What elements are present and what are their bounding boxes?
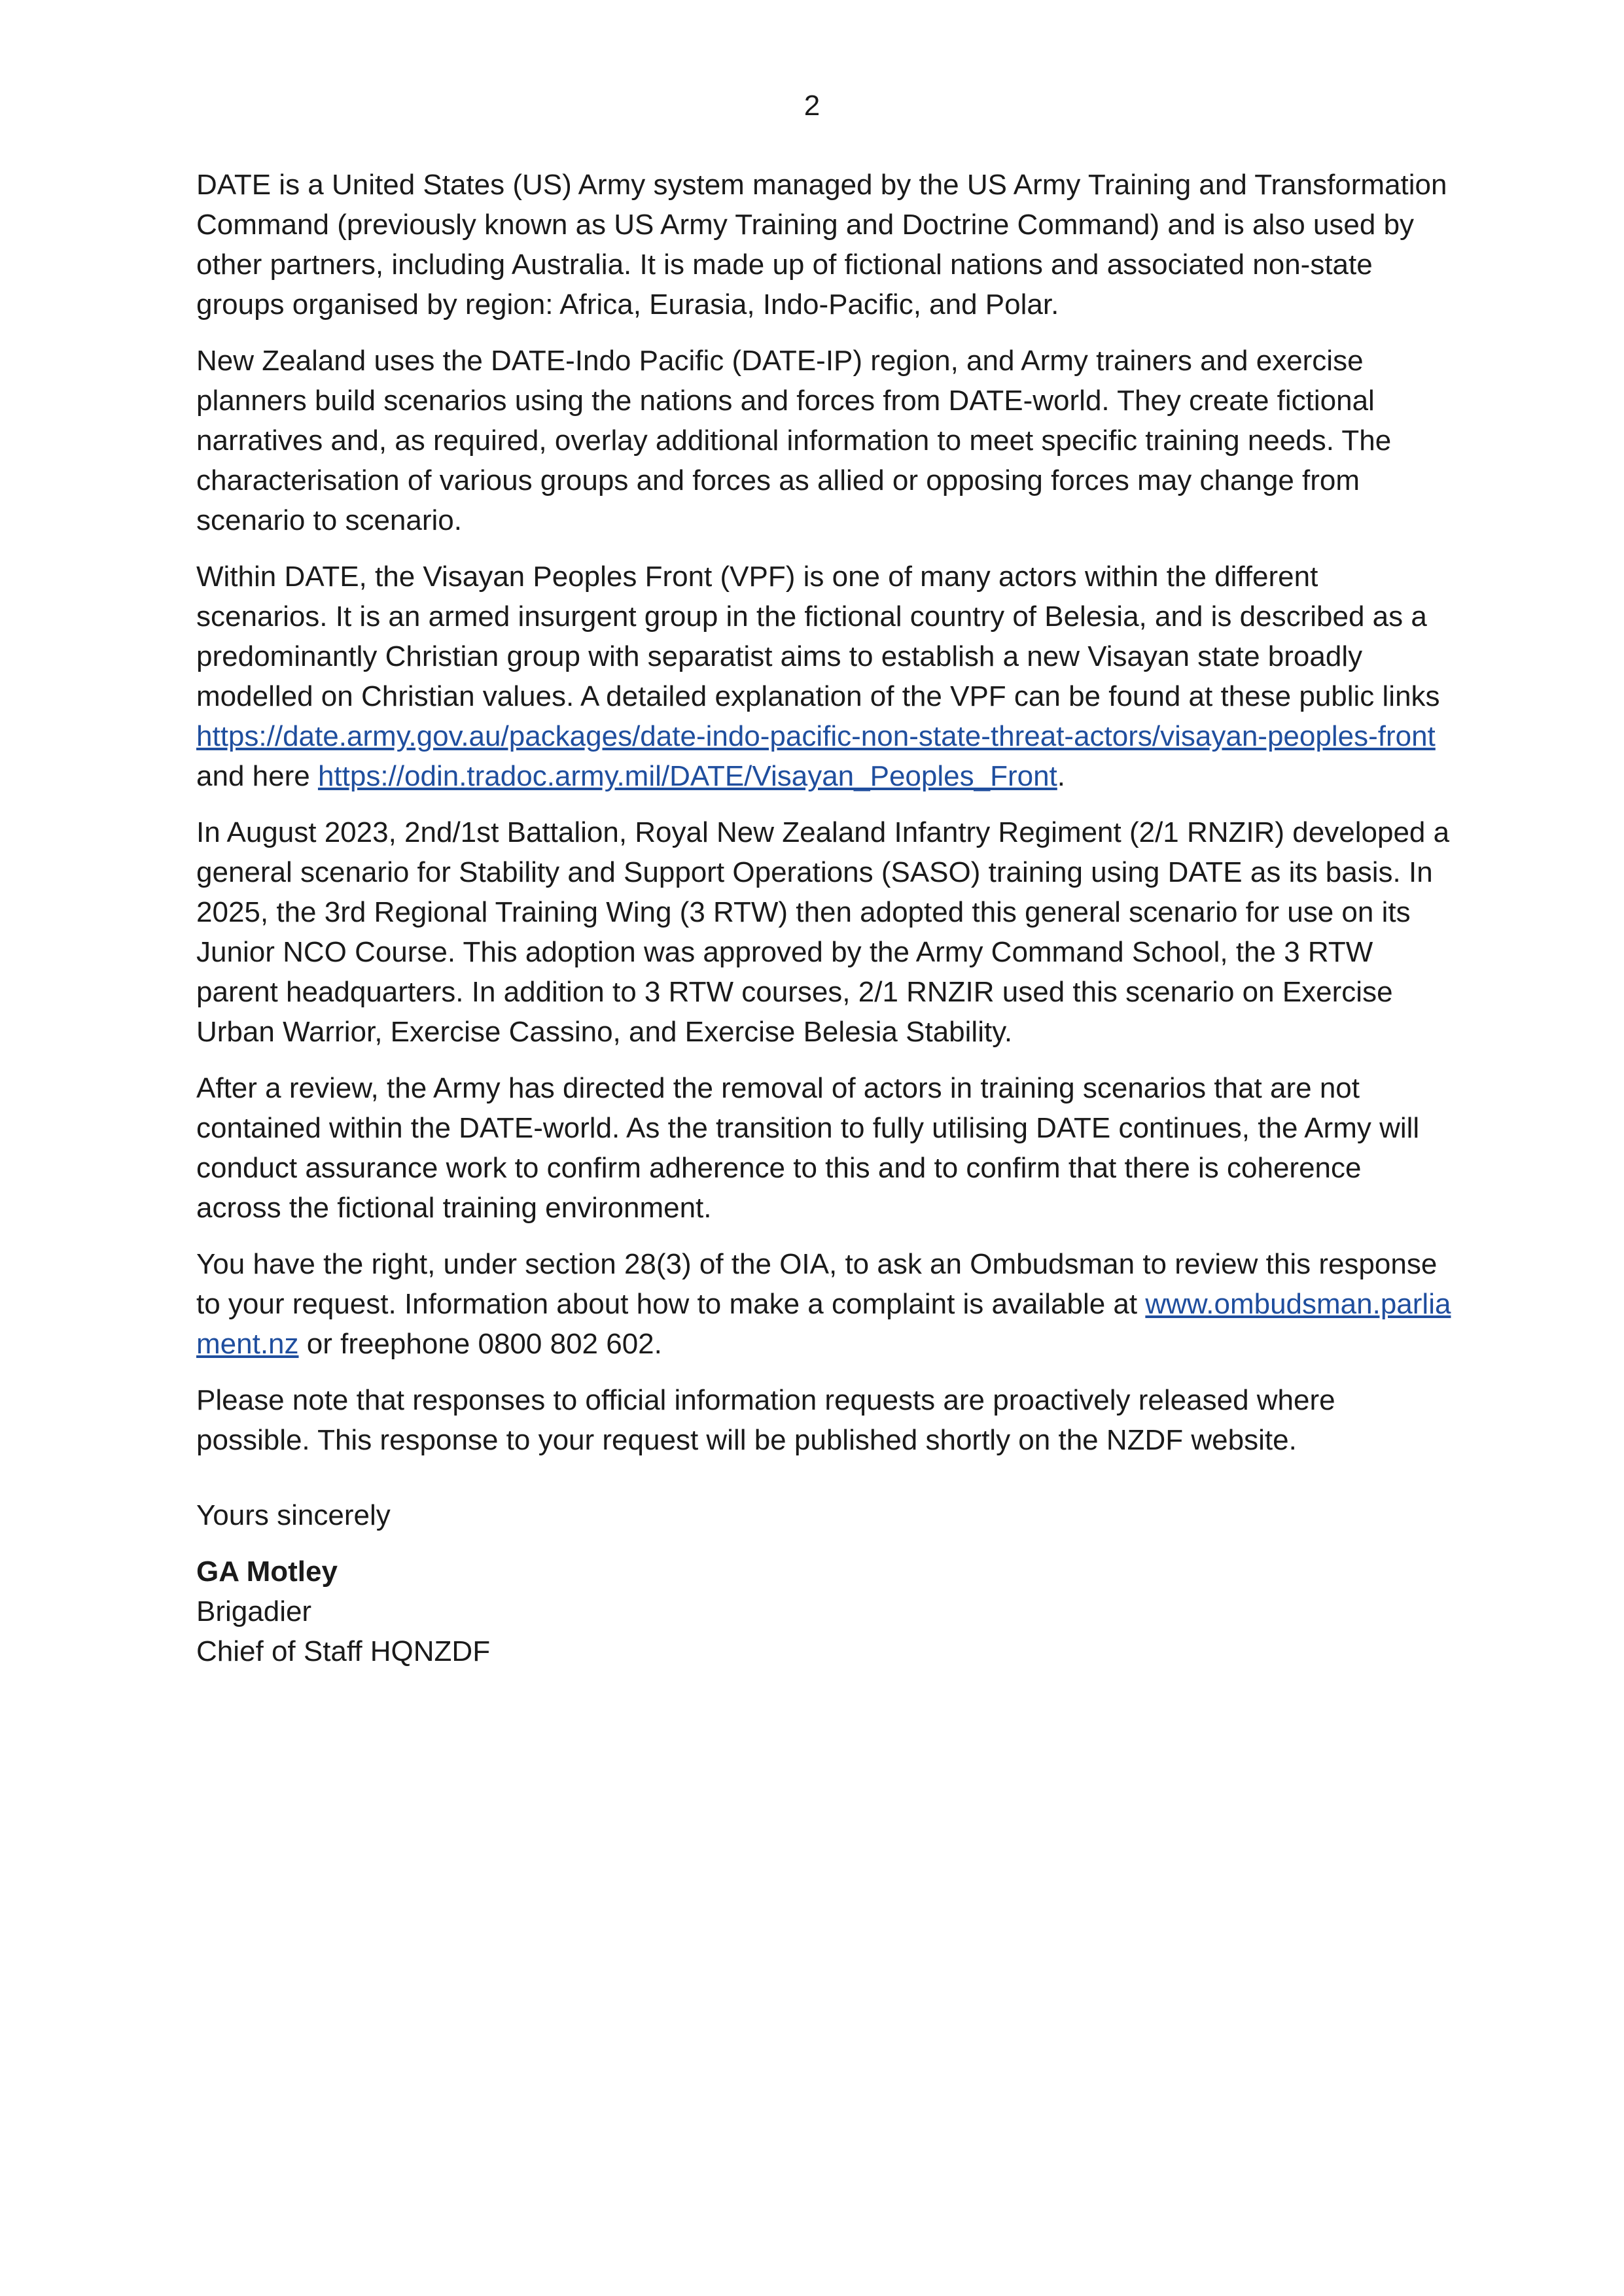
ombudsman-text-before: You have the right, under section 28(3) of the OIA, to ask an Ombudsman to review this response to your request. Information about how to make a complaint is available at [196,1248,1438,1320]
page-number: 2 [803,90,821,122]
signatory-title: Chief of Staff HQNZDF [196,1635,491,1667]
closing-salutation: Yours sincerely [196,1499,391,1531]
signature-block [196,1552,1453,1671]
signatory-rank: Brigadier [196,1595,312,1627]
date-army-link[interactable]: https://date.army.gov.au/packages/date-indo-pacific-non-state-threat-actors/visayan-peoples-front [196,720,1436,752]
paragraph-review-outcome: After a review, the Army has directed the removal of actors in training scenarios that are not contained within the DATE-world. As the transition to fully utilising DATE continues, the Army will conduct assurance work to confirm adherence to this and to confirm that there is coherence across the fictional training environment. [196,1072,1420,1224]
paragraph-date-overview: DATE is a United States (US) Army system managed by the US Army Training and Transformation Command (previously known as US Army Training and Doctrine Command) and is also used by other partners, including Australia. It is made up of fictional nations and associated non-state groups organised by region: Africa, Eurasia, Indo-Pacific, and Polar. [196,169,1447,321]
paragraph-proactive-release: Please note that responses to official information requests are proactively released where possible. This response to your request will be published shortly on the NZDF website. [196,1384,1335,1456]
odin-tradoc-link[interactable]: https://odin.tradoc.army.mil/DATE/Visayan_Peoples_Front [317,760,1057,792]
paragraph-vpf-description [196,557,1453,796]
vpf-text-before: Within DATE, the Visayan Peoples Front (VPF) is one of many actors within the different scenarios. It is an armed insurgent group in the fictional country of Belesia, and is described as a predominantly Christian group with separatist aims to establish a new Visayan state broadly modelled on Christian values. A detailed explanation of the VPF can be found at these public links [196,561,1440,712]
signatory-name: GA Motley [196,1556,338,1588]
paragraph-date-ip-usage: New Zealand uses the DATE-Indo Pacific (DATE-IP) region, and Army trainers and exercise planners build scenarios using the nations and forces from DATE-world. They create fictional narratives and, as required, overlay additional information to meet specific training needs. The characterisation of various groups and forces as allied or opposing forces may change from scenario to scenario. [196,345,1392,536]
ombudsman-text-after: or freephone 0800 802 602. [298,1328,662,1360]
letter-body [196,165,1453,1671]
vpf-text-after: . [1057,760,1066,792]
paragraph-ombudsman-rights [196,1244,1453,1364]
paragraph-scenario-history: In August 2023, 2nd/1st Battalion, Royal New Zealand Infantry Regiment (2/1 RNZIR) developed a general scenario for Stability and Support Operations (SASO) training using DATE as its basis. In 2025, the 3rd Regional Training Wing (3 RTW) then adopted this general scenario for use on its Junior NCO Course. This adoption was approved by the Army Command School, the 3 RTW parent headquarters. In addition to 3 RTW courses, 2/1 RNZIR used this scenario on Exercise Urban Warrior, Exercise Cassino, and Exercise Belesia Stability. [196,816,1450,1048]
ombudsman-link[interactable]: www.ombudsman.parliament.nz [196,1288,1451,1360]
vpf-text-middle: and here [196,760,318,792]
